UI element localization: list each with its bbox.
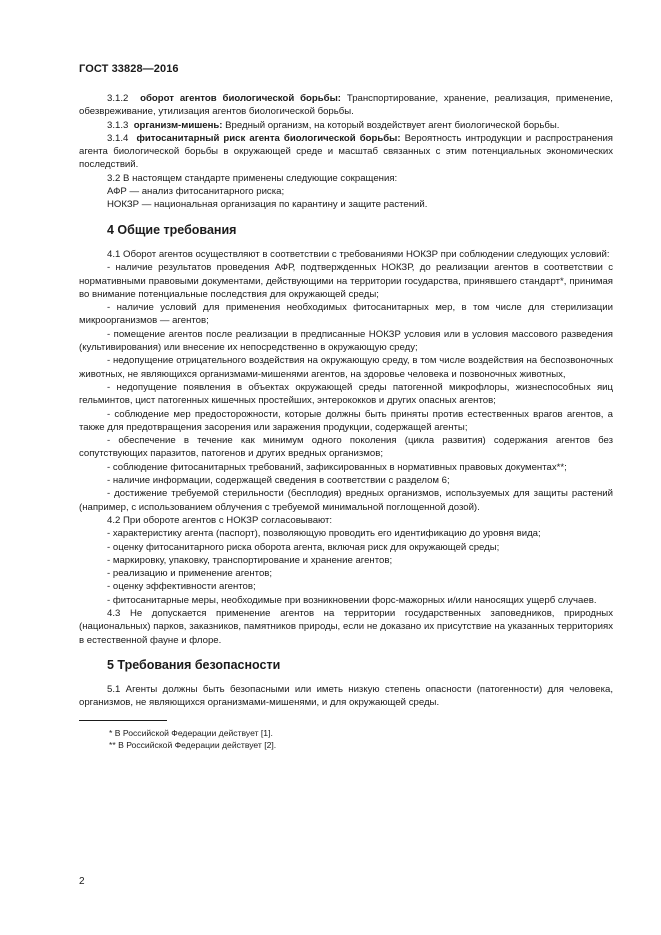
definition-3-1-2: 3.1.2 оборот агентов биологической борьбы: Транспортирование, хранение, реализация, применение, обезвреживание, утилизация агентов биологической борьбы. bbox=[79, 93, 613, 118]
list-item: - характеристику агента (паспорт), позволяющую проводить его идентификацию до уровня вида; bbox=[107, 528, 541, 540]
term: фитосанитарный риск агента биологической борьбы: bbox=[136, 132, 401, 144]
footnote-divider bbox=[79, 720, 167, 721]
list-item: - соблюдение фитосанитарных требований, зафиксированных в нормативных правовых документах**; bbox=[107, 461, 567, 473]
abbrev-intro: 3.2 В настоящем стандарте применены следующие сокращения: bbox=[107, 172, 398, 184]
page-content bbox=[79, 92, 613, 752]
list-item: - наличие информации, содержащей сведения в соответствии с разделом 6; bbox=[107, 475, 450, 487]
abbrev-item: НОКЗР — национальная организация по карантину и защите растений. bbox=[107, 199, 428, 211]
definition-3-1-3: 3.1.3 организм-мишень: Вредный организм, на который воздействует агент биологической борьбы. bbox=[107, 119, 560, 131]
clause-4-3: 4.3 Не допускается применение агентов на территории государственных заповедников, природных (национальных) парков, заказников, памятников природы, если не доказано их присутствие на указанных территориях в естественной фауне и флоре. bbox=[79, 607, 613, 646]
list-item: - помещение агентов после реализации в предписанные НОКЗР условия или в условия массового разведения (культивирования) или внесение их непосредственно в окружающую среду; bbox=[79, 328, 613, 354]
list-item: - наличие результатов проведения АФР, подтвержденных НОКЗР, до реализации агентов в соответствии с нормативными правовыми документами, действующими на территории государства, принявшего стандарт*, принимая во внимание потенциальные последствия для окружающей среды; bbox=[79, 262, 613, 300]
clause-4-1: 4.1 Оборот агентов осуществляют в соответствии с требованиями НОКЗР при соблюдении следующих условий: bbox=[107, 248, 610, 260]
list-item: - реализацию и применение агентов; bbox=[107, 568, 273, 580]
list-item: - наличие условий для применения необходимых фитосанитарных мер, в том числе для стерилизации микроорганизмов — агентов; bbox=[79, 302, 613, 327]
footnote: * В Российской Федерации действует [1]. bbox=[109, 727, 273, 738]
document-header: ГОСТ 33828—2016 bbox=[79, 63, 179, 75]
term: оборот агентов биологической борьбы: bbox=[140, 93, 341, 104]
footnote: ** В Российской Федерации действует [2]. bbox=[109, 740, 277, 751]
list-item: - недопущение появления в объектах окружающей среды патогенной микрофлоры, жизнеспособных яиц гельминтов, цист патогенных кишечных простейших, энтерококков и других опасных агентов; bbox=[79, 381, 613, 407]
list-item: - маркировку, упаковку, транспортирование и хранение агентов; bbox=[107, 554, 393, 566]
term: организм-мишень: bbox=[133, 119, 223, 131]
abbrev-item: АФР — анализ фитосанитарного риска; bbox=[107, 186, 285, 198]
section-5-heading: 5 Требования безопасности bbox=[107, 657, 281, 672]
list-item: - оценку эффективности агентов; bbox=[107, 581, 256, 593]
list-item: - недопущение отрицательного воздействия на окружающую среду, в том числе воздействия на беспозвоночных животных, не являющихся организмами-мишенями агентов, на здоровье человека и позвоночных животных, bbox=[79, 355, 613, 380]
clause-5-1: 5.1 Агенты должны быть безопасными или иметь низкую степень опасности (патогенности) для человека, организмов, не являющихся организмами-мишенями, и для окружающей среды. bbox=[79, 684, 613, 709]
list-item: - оценку фитосанитарного риска оборота агента, включая риск для окружающей среды; bbox=[107, 541, 500, 553]
list-item: - обеспечение в течение как минимум одного поколения (цикла развития) содержания агентов без сопутствующих паразитов, патогенов и других вредных организмов; bbox=[79, 435, 613, 460]
list-item: - достижение требуемой стерильности (бесплодия) вредных организмов, используемых для защиты растений (например, с использованием облучения с требуемой минимальной поглощенной дозой). bbox=[79, 488, 613, 513]
list-item: - соблюдение мер предосторожности, которые должны быть приняты против естественных врагов агентов, а также для предотвращения засорения или заражения продукции, содержащей агенты; bbox=[79, 408, 613, 433]
definition-3-1-4: 3.1.4 фитосанитарный риск агента биологической борьбы: Вероятность интродукции и распространения агента биологической борьбы в окружающей среде и масштаб связанных с этим потенциальных экономических последствий. bbox=[79, 132, 613, 171]
clause-4-2: 4.2 При обороте агентов с НОКЗР согласовывают: bbox=[107, 514, 333, 526]
list-item: - фитосанитарные меры, необходимые при возникновении форс-мажорных и/или наносящих ущерб случаев. bbox=[107, 594, 597, 606]
page-number: 2 bbox=[79, 876, 85, 887]
section-4-heading: 4 Общие требования bbox=[107, 222, 237, 237]
